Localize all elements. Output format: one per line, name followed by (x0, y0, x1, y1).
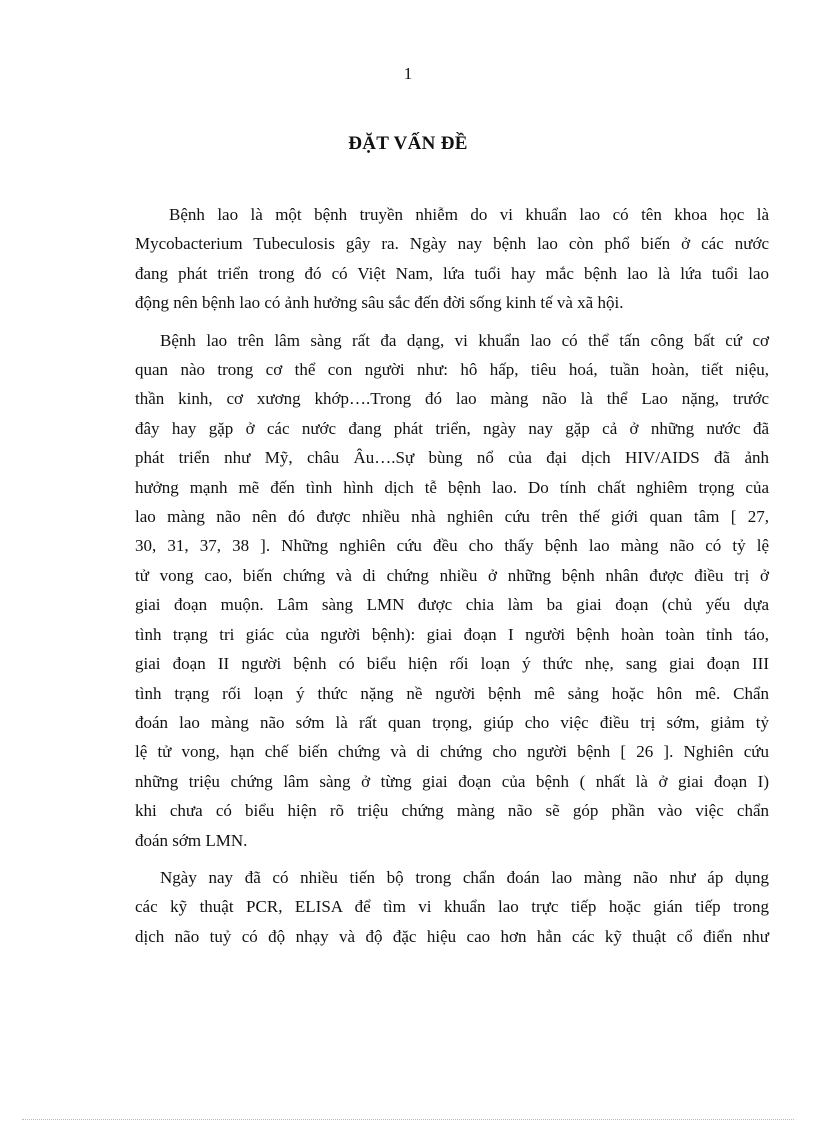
text-line: Bệnh lao trên lâm sàng rất đa dạng, vi khuẩn lao có thể tấn công bất cứ cơ (160, 330, 769, 350)
paragraph-2 (135, 326, 769, 855)
page-title: ĐẶT VẤN ĐỀ (348, 133, 468, 154)
text-line: khi chưa có biểu hiện rõ triệu chứng màng não sẽ góp phần vào việc chẩn (135, 801, 769, 821)
text-line: tình trạng rối loạn ý thức nặng nề người bệnh mê sảng hoặc hôn mê. Chẩn (135, 683, 769, 703)
text-line: lệ tử vong, hạn chế biến chứng và di chứng cho người bệnh [ 26 ]. Nghiên cứu (135, 742, 769, 762)
text-line: giai đoạn muộn. Lâm sàng LMN được chia làm ba giai đoạn (chủ yếu dựa (135, 595, 769, 615)
text-line: tử vong cao, biến chứng và di chứng nhiều ở những bệnh nhân được điều trị ở (135, 565, 769, 585)
text-line: hưởng mạnh mẽ đến tình hình dịch tễ bệnh lao. Do tính chất nghiêm trọng của (135, 477, 769, 497)
text-line: những triệu chứng lâm sàng ở từng giai đoạn của bệnh ( nhất là ở giai đoạn I) (135, 771, 769, 791)
text-line: lao màng não nên đó được nhiều nhà nghiên cứu trên thế giới quan tâm [ 27, (135, 507, 769, 527)
text-line: phát triển như Mỹ, châu Âu….Sự bùng nổ của đại dịch HIV/AIDS đã ảnh (135, 448, 769, 468)
text-line: đoán sớm LMN. (135, 830, 248, 850)
text-line: dịch não tuỷ có độ nhạy và độ đặc hiệu cao hơn hẳn các kỹ thuật cổ điển như (135, 926, 769, 946)
text-line: tình trạng tri giác của người bệnh): giai đoạn I người bệnh hoàn toàn tỉnh táo, (135, 624, 769, 644)
text-line: đang phát triển trong đó có Việt Nam, lứa tuổi hay mắc bệnh lao là lứa tuổi lao (135, 263, 769, 283)
text-line: Mycobacterium Tubeculosis gây ra. Ngày nay bệnh lao còn phổ biến ở các nước (135, 234, 769, 254)
text-line: Ngày nay đã có nhiều tiến bộ trong chẩn đoán lao màng não như áp dụng (160, 867, 769, 887)
text-line: thần kinh, cơ xương khớp….Trong đó lao màng não là thể Lao nặng, trước (135, 389, 769, 409)
text-line: đây hay gặp ở các nước đang phát triển, ngày nay gặp cả ở những nước đã (135, 418, 769, 438)
document-body (135, 200, 769, 951)
text-line: các kỹ thuật PCR, ELISA để tìm vi khuẩn lao trực tiếp hoặc gián tiếp trong (135, 897, 769, 917)
paragraph-3 (135, 863, 769, 951)
text-line: giai đoạn II người bệnh có biểu hiện rối loạn ý thức nhẹ, sang giai đoạn III (135, 654, 769, 674)
text-line: Bệnh lao là một bệnh truyền nhiễm do vi khuẩn lao có tên khoa học là (169, 205, 769, 224)
text-line: động nên bệnh lao có ảnh hưởng sâu sắc đến đời sống kinh tế và xã hội. (135, 293, 624, 313)
page-number: 1 (403, 64, 413, 83)
text-line: đoán lao màng não sớm là rất quan trọng, giúp cho việc điều trị sớm, giảm tỷ (135, 712, 769, 732)
page-bottom-divider (22, 1119, 794, 1120)
text-line: 30, 31, 37, 38 ]. Những nghiên cứu đều cho thấy bệnh lao màng não có tỷ lệ (135, 536, 769, 556)
text-line: quan nào trong cơ thể con người như: hô hấp, tiêu hoá, tuần hoàn, tiết niệu, (135, 360, 769, 380)
paragraph-1 (135, 200, 769, 318)
